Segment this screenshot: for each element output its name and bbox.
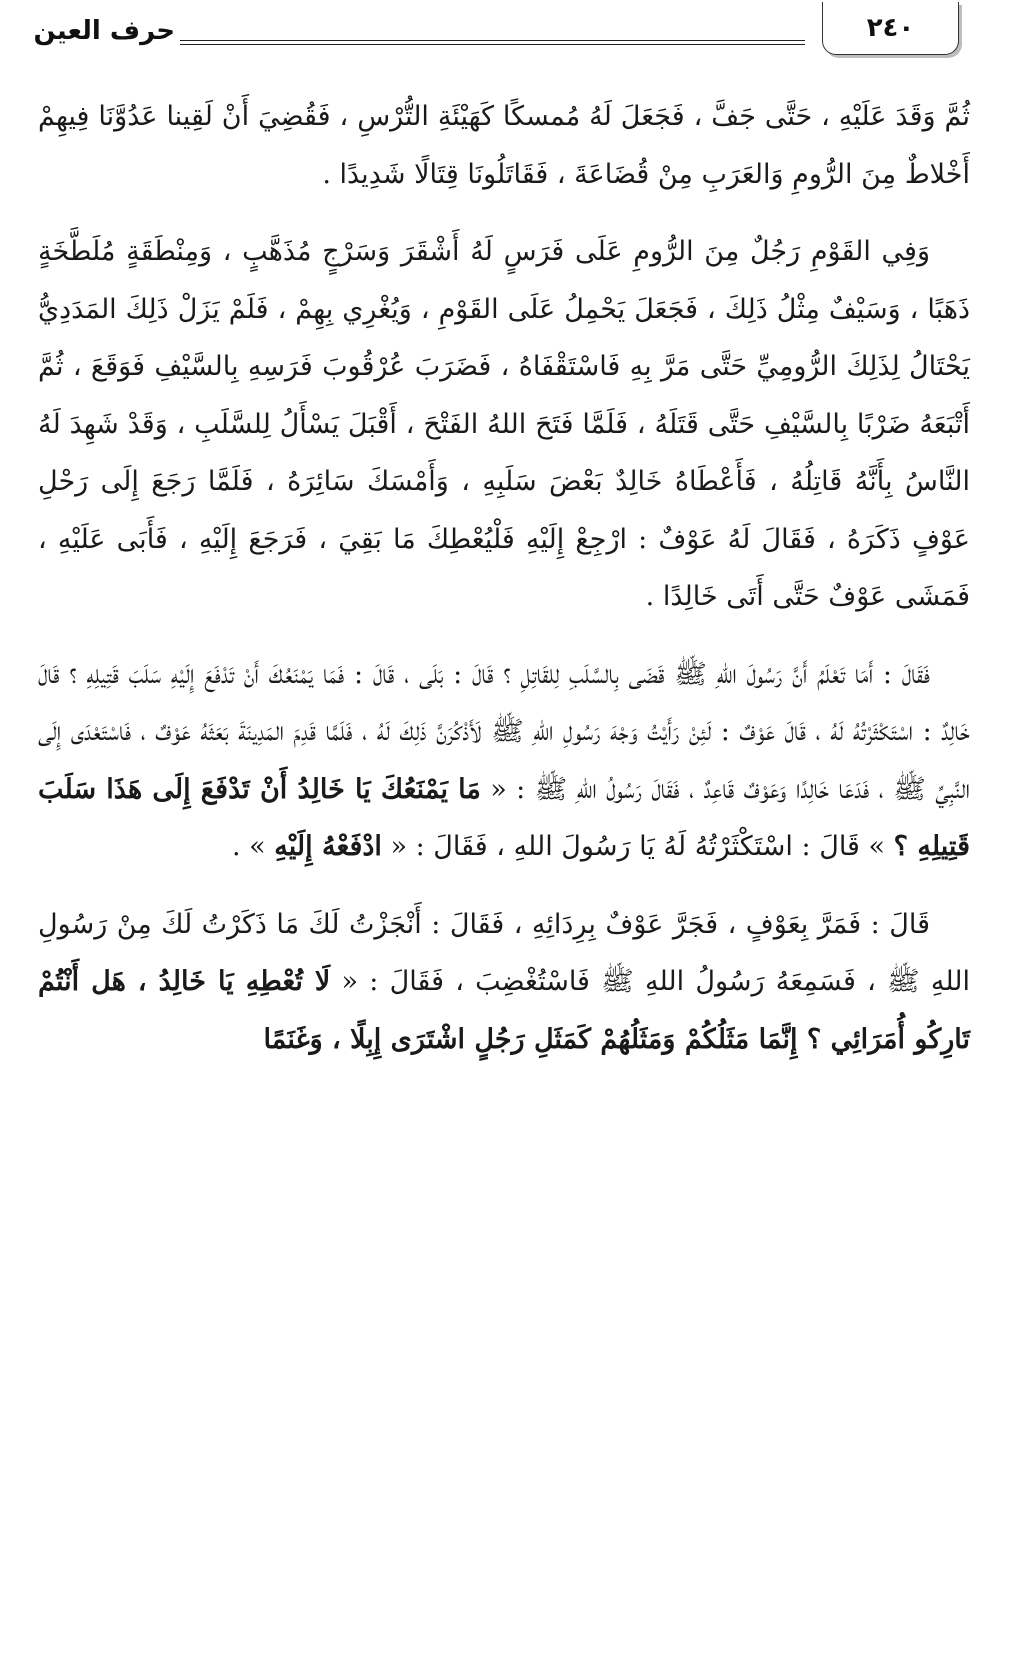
header-rule — [180, 40, 805, 45]
paragraph-3-quote-a: مَا يَمْنَعُكَ يَا خَالِدُ أَنْ تَدْفَعَ إِلَى هَذَا سَلَبَ قَتِيلِهِ ؟ — [38, 773, 970, 862]
paragraph-4 — [38, 896, 970, 1069]
paragraph-1 — [38, 88, 970, 203]
page-body — [38, 88, 970, 1088]
paragraph-4-text-a: قَالَ : فَمَرَّ بِعَوْفٍ ، فَجَرَّ عَوْفٌ بِرِدَائِهِ ، فَقَالَ : أَنْجَزْتُ لَكَ مَا ذَكَرْتُ لَكَ مِنْ رَسُولِ اللهِ ﷺ ، فَسَمِعَهُ رَسُولُ اللهِ ﷺ فَاسْتُغْضِبَ ، فَقَالَ : « — [38, 908, 970, 997]
page-header — [0, 0, 1010, 70]
paragraph-3 — [38, 646, 970, 876]
paragraph-3-text-a: فَقَالَ : أَمَا تَعْلَمُ أَنَّ رَسُولَ اللهِ ﷺ قَضَى بِالسَّلَبِ لِلقَاتِلِ ؟ قَالَ : بَلَى ، قَالَ : فَمَا يَمْنَعُكَ أَنْ تَدْفَعَ إِلَيْهِ سَلَبَ قَتِيلِهِ ؟ قَالَ خَالِدٌ : اسْتَكْثَرْتُهُ لَهُ ، قَالَ عَوْفٌ : لَئِنْ رَأَيْتُ وَجْهَ رَسُولِ اللهِ ﷺ لَأَذْكُرَنَّ ذَلِكَ لَهُ ، فَلَمَّا قَدِمَ المَدِينَةَ بَعَثَهُ عَوْفٌ ، فَاسْتَعْدَى إِلَى النَّبِيِّ ﷺ ، فَدَعَا خَالِدًا وَعَوْفٌ قَاعِدٌ ، فَقَالَ رَسُولُ اللهِ ﷺ : « — [38, 658, 970, 805]
page-number: ٢٤٠ — [866, 13, 915, 43]
paragraph-3-quote-b: ادْفَعْهُ إِلَيْهِ — [274, 831, 382, 862]
paragraph-3-text-c: » . — [231, 831, 275, 862]
paragraph-3-text-b: » قَالَ : اسْتَكْثَرْتُهُ لَهُ يَا رَسُولَ اللهِ ، فَقَالَ : « — [381, 831, 894, 862]
chapter-title: حرف العين — [33, 16, 175, 46]
paragraph-1-text: ثُمَّ وَقَدَ عَلَيْهِ ، حَتَّى جَفَّ ، فَجَعَلَ لَهُ مُمسكًا كَهَيْئَةِ التُّرْسِ ، فَقُضِيَ أَنْ لَقِينا عَدُوَّنَا فِيهِمْ أَخْلاطٌ مِنَ الرُّومِ وَالعَرَبِ مِنْ قُضَاعَةَ ، فَقَاتَلُونَا قِتَالًا شَدِيدًا . — [38, 101, 970, 190]
page-number-box — [822, 2, 959, 55]
paragraph-2 — [38, 223, 970, 626]
paragraph-2-text: وَفِي القَوْمِ رَجُلٌ مِنَ الرُّومِ عَلَى فَرَسٍ لَهُ أَشْقَرَ وَسَرْجٍ مُذَهَّبٍ ، وَمِنْطَقَةٍ مُلَطَّخَةٍ ذَهَبًا ، وَسَيْفٌ مِثْلُ ذَلِكَ ، فَجَعَلَ يَحْمِلُ عَلَى القَوْمِ ، وَيُغْرِي بِهِمْ ، فَلَمْ يَزَلْ ذَلِكَ المَدَدِيُّ يَحْتَالُ لِذَلِكَ الرُّومِيِّ حَتَّى مَرَّ بِهِ فَاسْتَقْفَاهُ ، فَضَرَبَ عُرْقُوبَ فَرَسِهِ بِالسَّيْفِ فَوَقَعَ ، ثُمَّ أَتْبَعَهُ ضَرْبًا بِالسَّيْفِ حَتَّى قَتَلَهُ ، فَلَمَّا فَتَحَ اللهُ الفَتْحَ ، أَقْبَلَ يَسْأَلُ لِلسَّلَبِ ، وَقَدْ شَهِدَ لَهُ النَّاسُ بِأَنَّهُ قَاتِلُهُ ، فَأَعْطَاهُ خَالِدٌ بَعْضَ سَلَبِهِ ، وَأَمْسَكَ سَائِرَهُ ، فَلَمَّا رَجَعَ إِلَى رَحْلِ عَوْفٍ ذَكَرَهُ ، فَقَالَ لَهُ عَوْفٌ : ارْجِعْ إِلَيْهِ فَلْيُعْطِكَ مَا بَقِيَ ، فَرَجَعَ إِلَيْهِ ، فَأَبَى عَلَيْهِ ، فَمَشَى عَوْفٌ حَتَّى أَتَى خَالِدًا . — [38, 236, 970, 612]
paragraph-4-quote: لَا تُعْطِهِ يَا خَالِدُ ، هَل أَنْتُمْ تَارِكُو أُمَرَائِي ؟ إِنَّمَا مَثَلُكُمْ وَمَثَلُهُمْ كَمَثَلِ رَجُلٍ اشْتَرَى إِبِلًا ، وَغَنَمًا — [38, 966, 970, 1055]
